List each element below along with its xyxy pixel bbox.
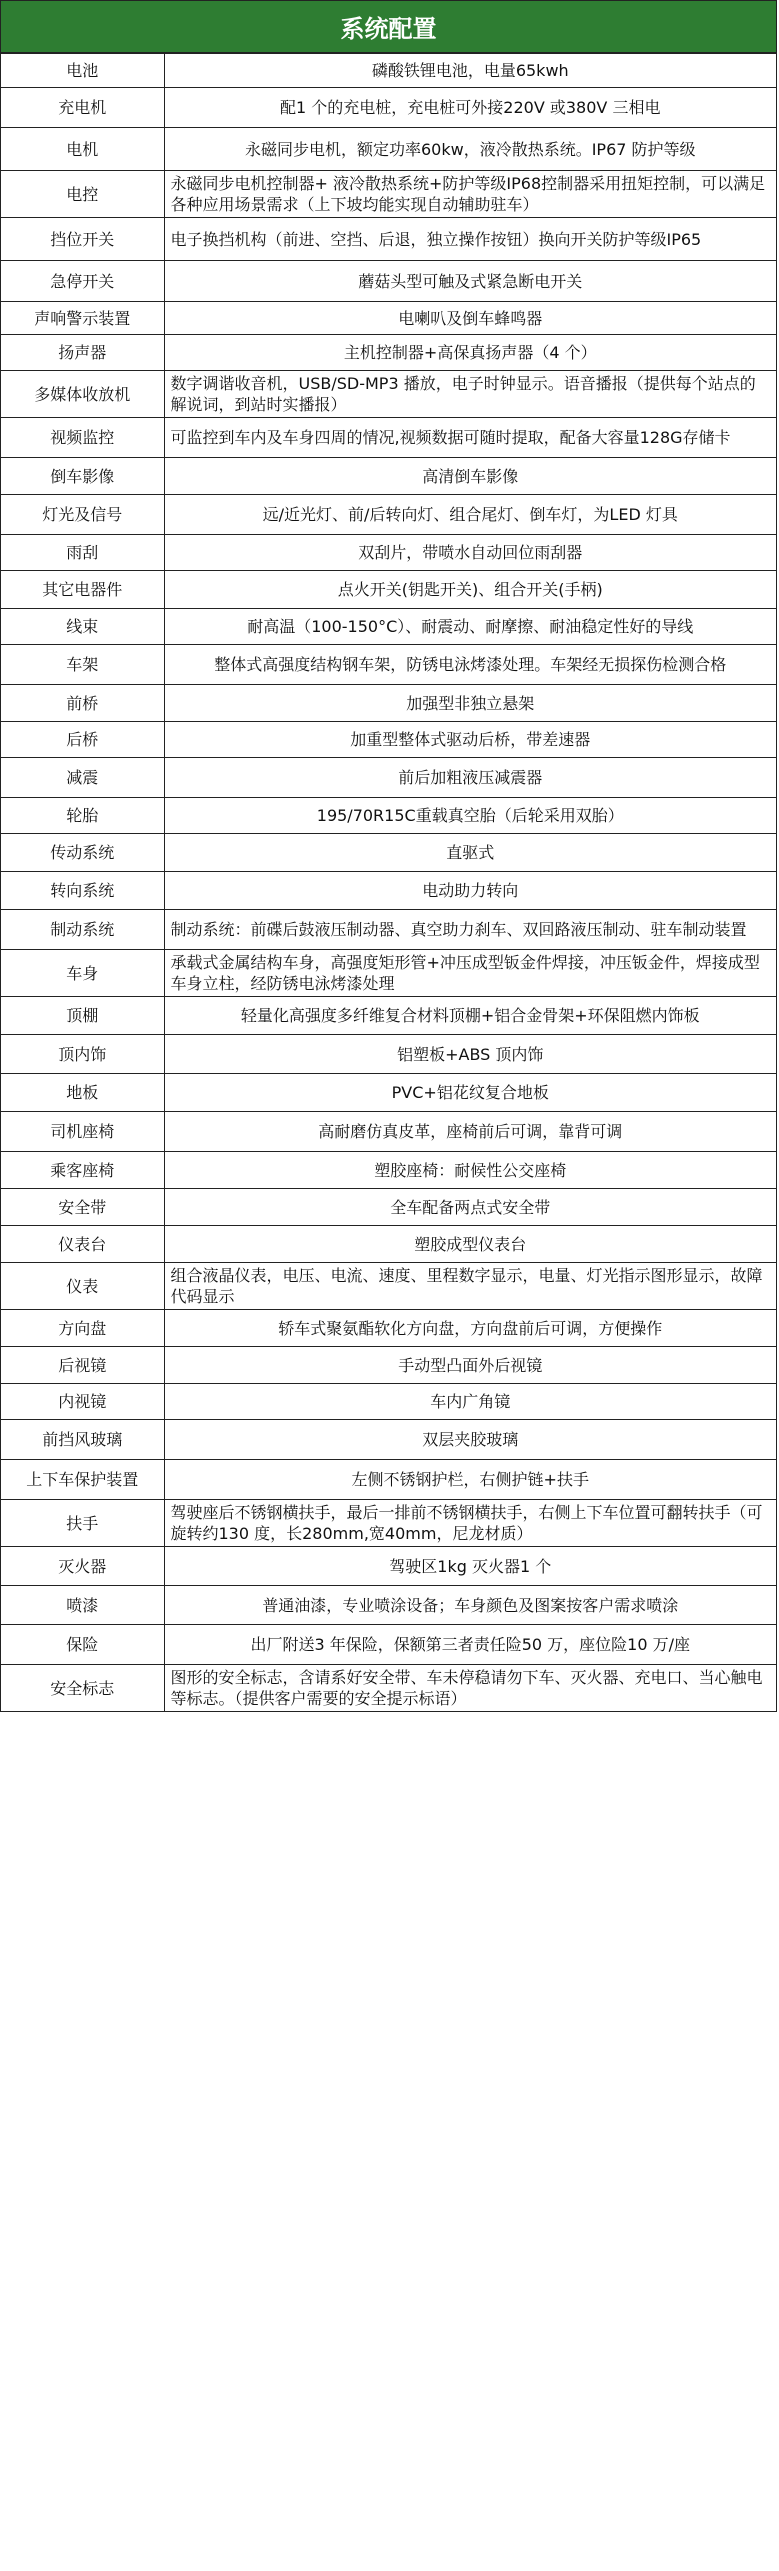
row-value: 配1 个的充电桩，充电桩可外接220V 或380V 三相电 [164,88,776,128]
row-value: 主机控制器+高保真扬声器（4 个） [164,335,776,371]
row-value: 左侧不锈钢护栏，右侧护链+扶手 [164,1460,776,1500]
table-row [1,1625,776,1665]
table-row [1,685,776,722]
row-label: 地板 [1,1074,164,1112]
table-row [1,535,776,571]
row-value: 电喇叭及倒车蜂鸣器 [164,302,776,335]
table-row [1,758,776,798]
table-row [1,54,776,88]
row-value: 加重型整体式驱动后桥，带差速器 [164,722,776,758]
row-label: 喷漆 [1,1586,164,1625]
row-value: 195/70R15C重载真空胎（后轮采用双胎） [164,798,776,834]
table-row [1,1112,776,1152]
row-value: 永磁同步电机控制器+ 液冷散热系统+防护等级IP68控制器采用扭矩控制，可以满足各种应用场景需求（上下坡均能实现自动辅助驻车） [164,171,776,218]
table-row [1,1189,776,1226]
row-label: 扶手 [1,1500,164,1547]
table-row [1,335,776,371]
row-value: 高清倒车影像 [164,458,776,495]
table-row [1,218,776,261]
table-row [1,571,776,609]
row-value: 磷酸铁锂电池，电量65kwh [164,54,776,88]
row-value: 驾驶区1kg 灭火器1 个 [164,1547,776,1586]
row-value: 制动系统：前碟后鼓液压制动器、真空助力刹车、双回路液压制动、驻车制动装置 [164,910,776,950]
row-value: 出厂附送3 年保险，保额第三者责任险50 万，座位险10 万/座 [164,1625,776,1665]
row-value: 耐高温（100-150°C）、耐震动、耐摩擦、耐油稳定性好的导线 [164,609,776,645]
table-row [1,1384,776,1420]
row-label: 雨刮 [1,535,164,571]
row-value: 轻量化高强度多纤维复合材料顶棚+铝合金骨架+环保阻燃内饰板 [164,997,776,1035]
row-label: 倒车影像 [1,458,164,495]
row-label: 电控 [1,171,164,218]
row-value: 蘑菇头型可触及式紧急断电开关 [164,261,776,302]
row-label: 轮胎 [1,798,164,834]
row-value: PVC+铝花纹复合地板 [164,1074,776,1112]
row-label: 挡位开关 [1,218,164,261]
table-row [1,1226,776,1263]
table-row [1,910,776,950]
table-row [1,302,776,335]
row-value: 铝塑板+ABS 顶内饰 [164,1035,776,1074]
row-label: 方向盘 [1,1310,164,1347]
table-row [1,798,776,834]
table-title: 系统配置 [1,0,776,53]
row-label: 顶内饰 [1,1035,164,1074]
table-row [1,1586,776,1625]
row-value: 车内广角镜 [164,1384,776,1420]
row-label: 车身 [1,950,164,997]
table-row [1,1460,776,1500]
row-label: 电池 [1,54,164,88]
row-value: 承载式金属结构车身，高强度矩形管+冲压成型钣金件焊接，冲压钣金件，焊接成型车身立柱，经防锈电泳烤漆处理 [164,950,776,997]
table-row [1,495,776,535]
row-value: 高耐磨仿真皮革，座椅前后可调，靠背可调 [164,1112,776,1152]
row-label: 制动系统 [1,910,164,950]
table-row [1,1074,776,1112]
row-label: 顶棚 [1,997,164,1035]
row-value: 图形的安全标志，含请系好安全带、车未停稳请勿下车、灭火器、充电口、当心触电等标志。（提供客户需要的安全提示标语） [164,1665,776,1712]
table-row [1,609,776,645]
row-label: 安全标志 [1,1665,164,1712]
table-row [1,458,776,495]
row-label: 上下车保护装置 [1,1460,164,1500]
table-row [1,997,776,1035]
row-value: 可监控到车内及车身四周的情况,视频数据可随时提取，配备大容量128G存储卡 [164,418,776,458]
row-label: 急停开关 [1,261,164,302]
table-row [1,722,776,758]
row-label: 多媒体收放机 [1,371,164,418]
row-value: 数字调谐收音机，USB/SD-MP3 播放，电子时钟显示。语音播报（提供每个站点的解说词，到站时实播报） [164,371,776,418]
table-row [1,1500,776,1547]
table-row [1,872,776,910]
row-value: 普通油漆，专业喷涂设备；车身颜色及图案按客户需求喷涂 [164,1586,776,1625]
row-label: 其它电器件 [1,571,164,609]
row-label: 司机座椅 [1,1112,164,1152]
row-label: 电机 [1,128,164,171]
row-value: 驾驶座后不锈钢横扶手，最后一排前不锈钢横扶手，右侧上下车位置可翻转扶手（可旋转约130 度，长280mm,宽40mm，尼龙材质） [164,1500,776,1547]
row-label: 车架 [1,645,164,685]
row-value: 双层夹胶玻璃 [164,1420,776,1460]
table-row [1,1263,776,1310]
table-row [1,645,776,685]
row-label: 后视镜 [1,1347,164,1384]
row-label: 保险 [1,1625,164,1665]
row-label: 前桥 [1,685,164,722]
table-row [1,1152,776,1189]
table-row [1,1420,776,1460]
row-label: 减震 [1,758,164,798]
row-label: 声响警示装置 [1,302,164,335]
row-label: 前挡风玻璃 [1,1420,164,1460]
table-row [1,950,776,997]
table-row [1,1547,776,1586]
row-label: 乘客座椅 [1,1152,164,1189]
table-row [1,1035,776,1074]
table-row [1,834,776,872]
table-row [1,371,776,418]
row-value: 电子换挡机构（前进、空挡、后退，独立操作按钮）换向开关防护等级IP65 [164,218,776,261]
row-value: 手动型凸面外后视镜 [164,1347,776,1384]
row-value: 电动助力转向 [164,872,776,910]
row-label: 转向系统 [1,872,164,910]
row-value: 永磁同步电机，额定功率60kw，液冷散热系统。IP67 防护等级 [164,128,776,171]
row-label: 扬声器 [1,335,164,371]
row-value: 组合液晶仪表，电压、电流、速度、里程数字显示，电量、灯光指示图形显示，故障代码显示 [164,1263,776,1310]
table-row [1,261,776,302]
row-label: 传动系统 [1,834,164,872]
row-value: 加强型非独立悬架 [164,685,776,722]
row-value: 直驱式 [164,834,776,872]
table-row [1,1347,776,1384]
row-label: 仪表 [1,1263,164,1310]
row-label: 安全带 [1,1189,164,1226]
row-value: 全车配备两点式安全带 [164,1189,776,1226]
table-row [1,171,776,218]
row-label: 充电机 [1,88,164,128]
row-value: 点火开关(钥匙开关)、组合开关(手柄) [164,571,776,609]
row-label: 灭火器 [1,1547,164,1586]
row-value: 轿车式聚氨酯软化方向盘，方向盘前后可调，方便操作 [164,1310,776,1347]
table-row [1,88,776,128]
row-label: 灯光及信号 [1,495,164,535]
row-label: 视频监控 [1,418,164,458]
row-value: 整体式高强度结构钢车架，防锈电泳烤漆处理。车架经无损探伤检测合格 [164,645,776,685]
config-table [1,53,776,1712]
row-value: 远/近光灯、前/后转向灯、组合尾灯、倒车灯，为LED 灯具 [164,495,776,535]
table-row [1,128,776,171]
row-value: 双刮片，带喷水自动回位雨刮器 [164,535,776,571]
row-value: 塑胶成型仪表台 [164,1226,776,1263]
row-label: 后桥 [1,722,164,758]
row-label: 内视镜 [1,1384,164,1420]
table-row [1,418,776,458]
table-row [1,1665,776,1712]
row-value: 前后加粗液压减震器 [164,758,776,798]
row-label: 仪表台 [1,1226,164,1263]
row-label: 线束 [1,609,164,645]
row-value: 塑胶座椅：耐候性公交座椅 [164,1152,776,1189]
table-row [1,1310,776,1347]
